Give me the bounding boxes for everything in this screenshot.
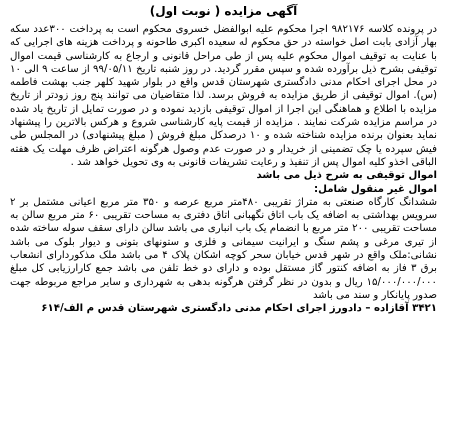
property-heading-1: اموال توقیفی به شرح ذیل می باشد [256,170,437,182]
property-description-paragraph: ششدانگ کارگاه صنعتی به متراژ تقریبی ۴۸۰متر مربع عرصه و ۳۵۰ متر مربع اعیانی مشتمل بر ۲ سرویس بهداشتی به اضافه یک باب اتاق نگهبانی اتاق دفتری به مساحت تقریبی ۶۰ متر مربع سالن به مساحت تقریبی ۲۰۰ متر مربع با انضمام یک باب انباری می باشد سالن دارای سقف سوله ساخته شده از تیری مرغی و پشم سنگ و ایرانیت سیمانی و فلزی و ستونهای بتونی و دیوار بلوک می باشد نشانی:ملک واقع در شهر قدس خیابان سحر کوچه اشکان پلاک ۴ می باشد ملک مذکوردارای انشعاب برق ۳ فاز به اضافه کنتور گاز مستقل بوده و دارای دو خط تلفن می باشد جمع کارارزیابی کل مبلغ ۱۵/۰۰۰/۰۰۰/۰۰۰ ریال و بدون در نظر گرفتن هرگونه بدهی به شهرداری و سایر مراجع مربوطه جهت صدور پایانکار و سند می باشد [10,196,438,301]
notice-title: آگهی مزایده ( نوبت اول) [149,4,298,18]
notice-footer: ۳۴۲۱ آقازاده – دادورز اجرای احکام مدنی دادگستری شهرستان قدس م الف/۶۱۴ [41,303,437,315]
property-heading-2: اموال غیر منقول شامل: [314,183,437,195]
notice-intro-paragraph: در پرونده کلاسه ۹۸۲۱۷۶ اجرا محکوم علیه ابوالفضل خسروی محکوم است به پرداخت ۳۰۰عدد سکه بهار آزادی بابت اصل خواسته در حق محکوم له سعیده اکبری طاحونه و پرداخت هزینه های اجرایی که با عنایت به توقیف اموال محکوم علیه پس از طی مراحل قانونی و ارجاع به کارشناسی قیمت اموال توقیفی بشرح ذیل برآورده شده و سپس مقرر گردید. در روز شنبه تاریخ ۹۹/۰۵/۱۱ از ساعت ۹ الی ۱۰ در محل اجرای احکام مدنی دادگستری شهرستان قدس واقع در بلوار شهید کلهر جنب بهشت فاطمه (س). اموال توقیفی از طریق مزایده به فروش برسد. لذا متقاضیان می توانند پنج روز زودتر از تاریخ مزایده با اطلاع و هماهنگی این اجرا از اموال توقیفی بازدید نموده و در صورت تمایل از تاریخ یاد شده در مراسم مزایده شرکت نمایند . مزایده از قیمت پایه کارشناسی شروع و هرکس بالاترین را پیشنهاد نماید بعنوان برنده مزایده شناخته شده و ۱۰ درصدکل مبلغ فروش ( مبلغ پیشنهادی) در المجلس طی فیش سپرده یا چک تضمینی از خریدار و در صورت عدم وصول هرگونه اعتراض ظرف مهلت یک هفته الباقی اخذو کلیه اموال پس از تنفیذ و رعایت تشریفات قانونی به وی تحویل خواهد شد . [10,24,438,168]
